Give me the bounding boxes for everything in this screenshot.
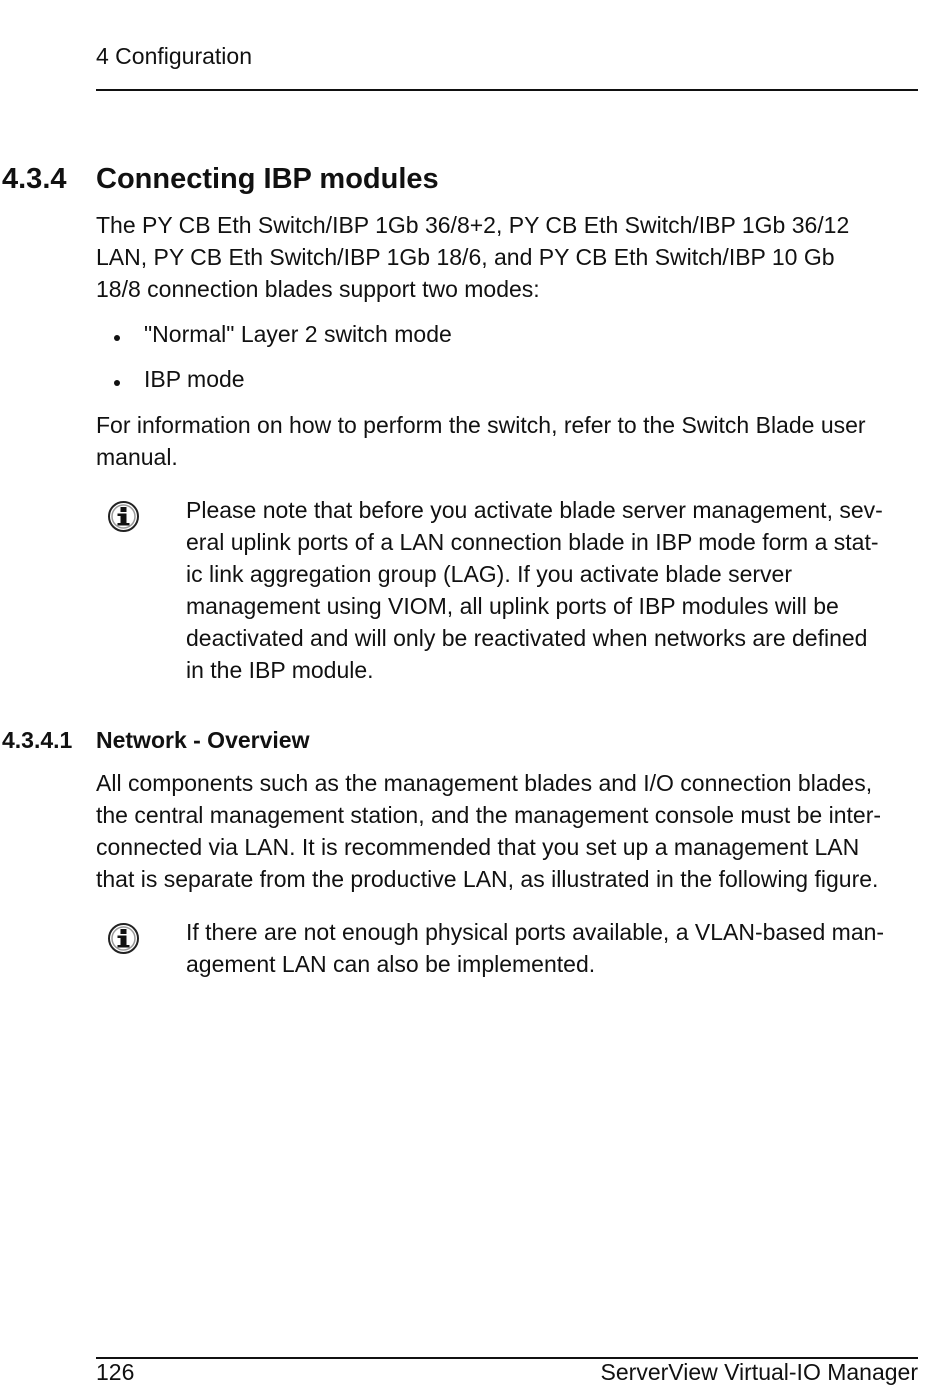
bullet-item: IBP mode (144, 366, 245, 392)
note-line: eral uplink ports of a LAN connection blade in IBP mode form a stat- (186, 529, 879, 555)
note-line: If there are not enough physical ports available, a VLAN-based man- (186, 919, 885, 945)
note-line: Please note that before you activate blade server management, sev- (186, 497, 883, 523)
running-header: 4 Configuration (96, 43, 252, 69)
intro-line: The PY CB Eth Switch/IBP 1Gb 36/8+2, PY CB Eth Switch/IBP 1Gb 36/12 (96, 212, 850, 238)
info-line: For information on how to perform the switch, refer to the Switch Blade user (96, 412, 866, 438)
note-line: agement LAN can also be implemented. (186, 951, 596, 977)
section-number: 4.3.4 (2, 163, 67, 195)
note-line: deactivated and will only be reactivated when networks are defined (186, 625, 868, 651)
info-icon (107, 500, 140, 533)
body-line: that is separate from the productive LAN, as illustrated in the following figure. (96, 866, 879, 892)
body-line: connected via LAN. It is recommended that you set up a management LAN (96, 834, 860, 860)
bullet-dot (114, 380, 120, 386)
product-name: ServerView Virtual-IO Manager (600, 1359, 918, 1385)
page-number: 126 (96, 1359, 135, 1385)
intro-paragraph (96, 209, 918, 305)
vlan-note (186, 916, 918, 980)
bullet-dot (114, 335, 120, 341)
header-rule (96, 89, 918, 91)
body-line: All components such as the management blades and I/O connection blades, (96, 770, 873, 796)
intro-line: LAN, PY CB Eth Switch/IBP 1Gb 18/6, and PY CB Eth Switch/IBP 10 Gb (96, 244, 835, 270)
body-line: the central management station, and the management console must be inter- (96, 802, 882, 828)
info-line: manual. (96, 444, 178, 470)
note-line: management using VIOM, all uplink ports of IBP modules will be (186, 593, 839, 619)
network-overview-paragraph (96, 767, 918, 895)
subsection-number: 4.3.4.1 (2, 727, 73, 753)
section-title: Connecting IBP modules (96, 163, 439, 195)
info-icon (107, 922, 140, 955)
intro-line: 18/8 connection blades support two modes: (96, 276, 540, 302)
switch-info-paragraph (96, 409, 918, 473)
lag-note (186, 494, 918, 686)
note-line: in the IBP module. (186, 657, 374, 683)
subsection-title: Network - Overview (96, 727, 310, 753)
note-line: ic link aggregation group (LAG). If you activate blade server (186, 561, 792, 587)
bullet-item: "Normal" Layer 2 switch mode (144, 321, 452, 347)
